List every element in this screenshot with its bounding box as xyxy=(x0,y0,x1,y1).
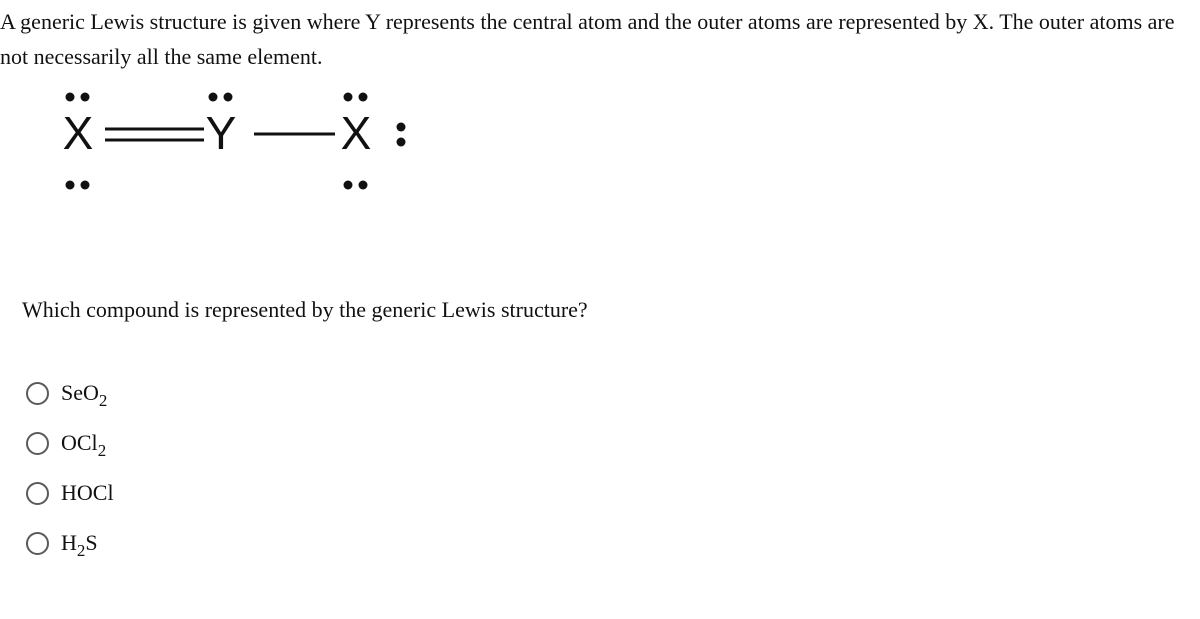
question-intro-text: A generic Lewis structure is given where Y represents the central atom and the outer atoms are represented by X. The outer atoms are not necessarily all the same element. xyxy=(0,9,1175,69)
question-text: Which compound is represented by the generic Lewis structure? xyxy=(22,297,588,322)
lone-pair-dot xyxy=(344,93,353,102)
atom-left-x: X xyxy=(62,107,94,159)
lone-pair-dot xyxy=(397,138,406,147)
radio-button[interactable] xyxy=(26,482,49,505)
lone-pair-dot xyxy=(344,181,353,190)
answer-options xyxy=(26,368,114,568)
option-label: SeO$_2$ xyxy=(61,380,108,410)
option-label: OCl$_2$ xyxy=(61,430,107,460)
answer-option-1[interactable] xyxy=(26,368,114,418)
option-label: $H_2S$ xyxy=(61,530,98,560)
answer-option-3[interactable] xyxy=(26,468,114,518)
lone-pair-dot xyxy=(81,181,90,190)
lone-pair-dot xyxy=(359,181,368,190)
atom-right-x: X xyxy=(340,107,372,159)
atom-central-y: Y xyxy=(205,107,237,159)
answer-option-4[interactable] xyxy=(26,518,114,568)
answer-option-2[interactable] xyxy=(26,418,114,468)
lone-pair-dot xyxy=(359,93,368,102)
radio-button[interactable] xyxy=(26,432,49,455)
lone-pair-dot xyxy=(209,93,218,102)
lone-pair-dot xyxy=(224,93,233,102)
lone-pair-dot xyxy=(81,93,90,102)
lewis-structure-diagram xyxy=(40,78,460,208)
lone-pair-dot xyxy=(66,93,75,102)
radio-button[interactable] xyxy=(26,532,49,555)
radio-button[interactable] xyxy=(26,382,49,405)
lone-pair-dot xyxy=(397,123,406,132)
lone-pair-dot xyxy=(66,181,75,190)
option-label: HOCl xyxy=(61,480,114,505)
